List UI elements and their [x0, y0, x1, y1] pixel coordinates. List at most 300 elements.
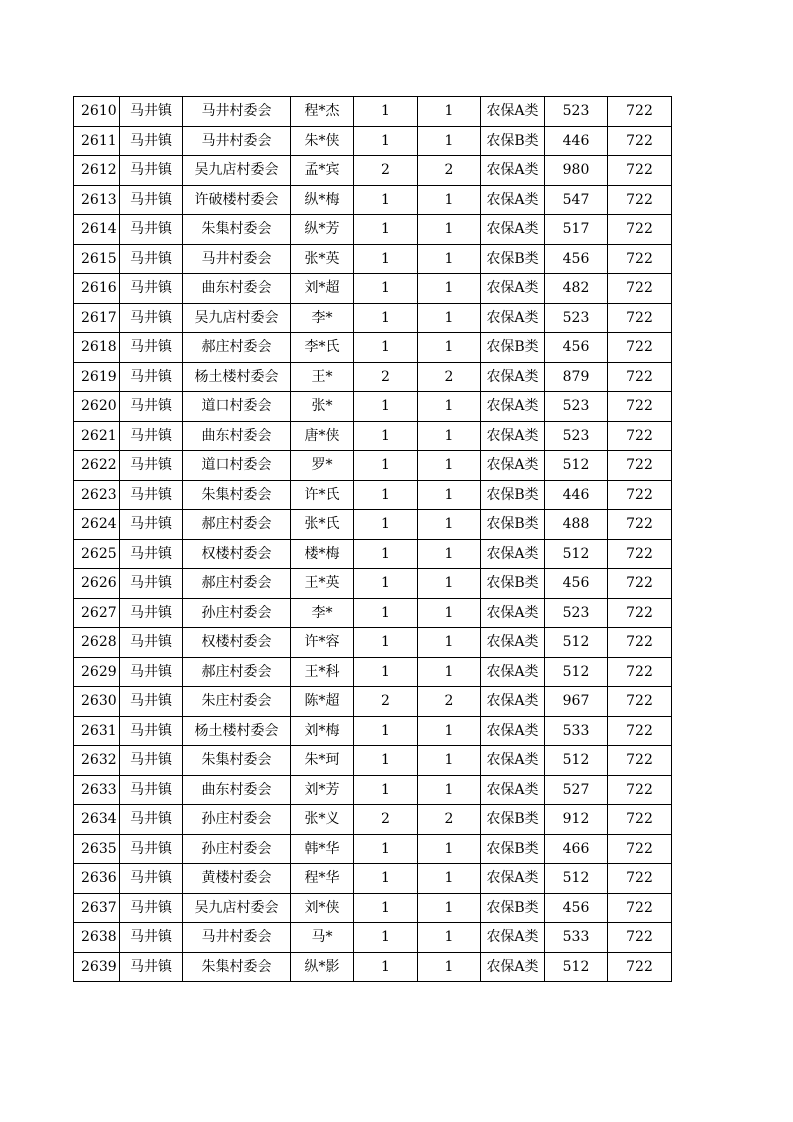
- standard-cell: 722: [608, 274, 672, 304]
- insurance-type-cell: 农保A类: [481, 657, 545, 687]
- person-name-cell: 程*杰: [291, 97, 354, 127]
- town-cell: 马井镇: [120, 126, 183, 156]
- person-name-cell: 李*: [291, 303, 354, 333]
- person-name-cell: 韩*华: [291, 834, 354, 864]
- town-cell: 马井镇: [120, 598, 183, 628]
- records-table-body: [74, 97, 672, 982]
- person-count-cell: 1: [418, 834, 481, 864]
- person-name-cell: 张*英: [291, 244, 354, 274]
- record-id-cell: 2628: [74, 628, 120, 658]
- standard-cell: 722: [608, 864, 672, 894]
- person-name-cell: 楼*梅: [291, 539, 354, 569]
- record-id-cell: 2611: [74, 126, 120, 156]
- person-count-cell: 1: [418, 628, 481, 658]
- insurance-type-cell: 农保A类: [481, 362, 545, 392]
- standard-cell: 722: [608, 244, 672, 274]
- amount-cell: 512: [545, 451, 608, 481]
- insurance-type-cell: 农保A类: [481, 598, 545, 628]
- town-cell: 马井镇: [120, 805, 183, 835]
- insurance-type-cell: 农保B类: [481, 480, 545, 510]
- standard-cell: 722: [608, 303, 672, 333]
- record-id-cell: 2617: [74, 303, 120, 333]
- standard-cell: 722: [608, 657, 672, 687]
- amount-cell: 547: [545, 185, 608, 215]
- town-cell: 马井镇: [120, 421, 183, 451]
- standard-cell: 722: [608, 569, 672, 599]
- person-name-cell: 唐*侠: [291, 421, 354, 451]
- amount-cell: 456: [545, 244, 608, 274]
- person-count-cell: 1: [418, 864, 481, 894]
- standard-cell: 722: [608, 746, 672, 776]
- person-name-cell: 刘*超: [291, 274, 354, 304]
- record-id-cell: 2612: [74, 156, 120, 186]
- standard-cell: 722: [608, 510, 672, 540]
- record-id-cell: 2619: [74, 362, 120, 392]
- person-name-cell: 许*容: [291, 628, 354, 658]
- standard-cell: 722: [608, 598, 672, 628]
- insurance-type-cell: 农保B类: [481, 510, 545, 540]
- table-row: [74, 421, 672, 451]
- amount-cell: 967: [545, 687, 608, 717]
- record-id-cell: 2629: [74, 657, 120, 687]
- village-committee-cell: 曲东村委会: [183, 274, 291, 304]
- table-row: [74, 185, 672, 215]
- person-count-cell: 2: [418, 362, 481, 392]
- town-cell: 马井镇: [120, 775, 183, 805]
- town-cell: 马井镇: [120, 156, 183, 186]
- table-row: [74, 893, 672, 923]
- person-name-cell: 纵*芳: [291, 215, 354, 245]
- town-cell: 马井镇: [120, 687, 183, 717]
- household-count-cell: 1: [354, 215, 418, 245]
- town-cell: 马井镇: [120, 451, 183, 481]
- record-id-cell: 2637: [74, 893, 120, 923]
- table-row: [74, 569, 672, 599]
- household-count-cell: 1: [354, 333, 418, 363]
- table-row: [74, 274, 672, 304]
- town-cell: 马井镇: [120, 303, 183, 333]
- town-cell: 马井镇: [120, 97, 183, 127]
- village-committee-cell: 曲东村委会: [183, 421, 291, 451]
- person-count-cell: 1: [418, 392, 481, 422]
- town-cell: 马井镇: [120, 657, 183, 687]
- amount-cell: 466: [545, 834, 608, 864]
- table-row: [74, 451, 672, 481]
- household-count-cell: 1: [354, 775, 418, 805]
- town-cell: 马井镇: [120, 716, 183, 746]
- standard-cell: 722: [608, 775, 672, 805]
- insurance-type-cell: 农保A类: [481, 539, 545, 569]
- person-count-cell: 1: [418, 510, 481, 540]
- table-row: [74, 923, 672, 953]
- records-table: [73, 96, 672, 982]
- amount-cell: 456: [545, 569, 608, 599]
- person-name-cell: 纵*梅: [291, 185, 354, 215]
- person-count-cell: 1: [418, 451, 481, 481]
- person-name-cell: 张*: [291, 392, 354, 422]
- village-committee-cell: 马井村委会: [183, 97, 291, 127]
- village-committee-cell: 马井村委会: [183, 923, 291, 953]
- standard-cell: 722: [608, 215, 672, 245]
- insurance-type-cell: 农保B类: [481, 834, 545, 864]
- table-row: [74, 657, 672, 687]
- person-count-cell: 1: [418, 303, 481, 333]
- amount-cell: 533: [545, 923, 608, 953]
- village-committee-cell: 郝庄村委会: [183, 510, 291, 540]
- record-id-cell: 2624: [74, 510, 120, 540]
- village-committee-cell: 朱集村委会: [183, 215, 291, 245]
- person-count-cell: 1: [418, 421, 481, 451]
- town-cell: 马井镇: [120, 215, 183, 245]
- person-name-cell: 罗*: [291, 451, 354, 481]
- village-committee-cell: 黄楼村委会: [183, 864, 291, 894]
- table-row: [74, 126, 672, 156]
- village-committee-cell: 吴九店村委会: [183, 156, 291, 186]
- standard-cell: 722: [608, 421, 672, 451]
- record-id-cell: 2638: [74, 923, 120, 953]
- household-count-cell: 1: [354, 628, 418, 658]
- amount-cell: 456: [545, 333, 608, 363]
- household-count-cell: 1: [354, 274, 418, 304]
- record-id-cell: 2636: [74, 864, 120, 894]
- amount-cell: 512: [545, 628, 608, 658]
- standard-cell: 722: [608, 333, 672, 363]
- table-row: [74, 215, 672, 245]
- table-row: [74, 834, 672, 864]
- insurance-type-cell: 农保A类: [481, 628, 545, 658]
- insurance-type-cell: 农保A类: [481, 421, 545, 451]
- person-name-cell: 张*义: [291, 805, 354, 835]
- town-cell: 马井镇: [120, 392, 183, 422]
- standard-cell: 722: [608, 480, 672, 510]
- person-name-cell: 朱*侠: [291, 126, 354, 156]
- insurance-type-cell: 农保A类: [481, 923, 545, 953]
- insurance-type-cell: 农保A类: [481, 687, 545, 717]
- household-count-cell: 1: [354, 480, 418, 510]
- table-row: [74, 333, 672, 363]
- insurance-type-cell: 农保A类: [481, 156, 545, 186]
- town-cell: 马井镇: [120, 480, 183, 510]
- village-committee-cell: 杨土楼村委会: [183, 362, 291, 392]
- table-row: [74, 480, 672, 510]
- table-row: [74, 746, 672, 776]
- household-count-cell: 2: [354, 156, 418, 186]
- household-count-cell: 1: [354, 893, 418, 923]
- amount-cell: 980: [545, 156, 608, 186]
- insurance-type-cell: 农保A类: [481, 97, 545, 127]
- person-count-cell: 1: [418, 333, 481, 363]
- insurance-type-cell: 农保A类: [481, 775, 545, 805]
- amount-cell: 446: [545, 126, 608, 156]
- household-count-cell: 1: [354, 923, 418, 953]
- standard-cell: 722: [608, 716, 672, 746]
- standard-cell: 722: [608, 687, 672, 717]
- household-count-cell: 1: [354, 421, 418, 451]
- standard-cell: 722: [608, 97, 672, 127]
- village-committee-cell: 朱集村委会: [183, 480, 291, 510]
- village-committee-cell: 杨土楼村委会: [183, 716, 291, 746]
- person-count-cell: 1: [418, 539, 481, 569]
- insurance-type-cell: 农保A类: [481, 716, 545, 746]
- record-id-cell: 2633: [74, 775, 120, 805]
- village-committee-cell: 朱集村委会: [183, 746, 291, 776]
- household-count-cell: 2: [354, 805, 418, 835]
- table-row: [74, 687, 672, 717]
- town-cell: 马井镇: [120, 274, 183, 304]
- insurance-type-cell: 农保A类: [481, 864, 545, 894]
- insurance-type-cell: 农保B类: [481, 126, 545, 156]
- record-id-cell: 2613: [74, 185, 120, 215]
- town-cell: 马井镇: [120, 539, 183, 569]
- village-committee-cell: 孙庄村委会: [183, 834, 291, 864]
- village-committee-cell: 吴九店村委会: [183, 303, 291, 333]
- village-committee-cell: 朱集村委会: [183, 952, 291, 982]
- person-name-cell: 许*氏: [291, 480, 354, 510]
- amount-cell: 879: [545, 362, 608, 392]
- town-cell: 马井镇: [120, 923, 183, 953]
- record-id-cell: 2625: [74, 539, 120, 569]
- insurance-type-cell: 农保A类: [481, 451, 545, 481]
- table-row: [74, 952, 672, 982]
- town-cell: 马井镇: [120, 864, 183, 894]
- record-id-cell: 2622: [74, 451, 120, 481]
- table-row: [74, 303, 672, 333]
- village-committee-cell: 马井村委会: [183, 244, 291, 274]
- amount-cell: 446: [545, 480, 608, 510]
- amount-cell: 533: [545, 716, 608, 746]
- household-count-cell: 1: [354, 569, 418, 599]
- person-count-cell: 1: [418, 923, 481, 953]
- person-count-cell: 1: [418, 97, 481, 127]
- record-id-cell: 2621: [74, 421, 120, 451]
- town-cell: 马井镇: [120, 362, 183, 392]
- amount-cell: 523: [545, 421, 608, 451]
- person-count-cell: 1: [418, 775, 481, 805]
- standard-cell: 722: [608, 628, 672, 658]
- household-count-cell: 1: [354, 864, 418, 894]
- table-row: [74, 156, 672, 186]
- person-count-cell: 1: [418, 716, 481, 746]
- standard-cell: 722: [608, 156, 672, 186]
- village-committee-cell: 道口村委会: [183, 451, 291, 481]
- record-id-cell: 2634: [74, 805, 120, 835]
- amount-cell: 482: [545, 274, 608, 304]
- standard-cell: 722: [608, 923, 672, 953]
- record-id-cell: 2632: [74, 746, 120, 776]
- record-id-cell: 2620: [74, 392, 120, 422]
- standard-cell: 722: [608, 539, 672, 569]
- person-name-cell: 陈*超: [291, 687, 354, 717]
- village-committee-cell: 郝庄村委会: [183, 333, 291, 363]
- insurance-type-cell: 农保A类: [481, 952, 545, 982]
- amount-cell: 488: [545, 510, 608, 540]
- person-name-cell: 纵*影: [291, 952, 354, 982]
- town-cell: 马井镇: [120, 185, 183, 215]
- village-committee-cell: 朱庄村委会: [183, 687, 291, 717]
- person-count-cell: 1: [418, 480, 481, 510]
- table-row: [74, 539, 672, 569]
- person-name-cell: 张*氏: [291, 510, 354, 540]
- amount-cell: 512: [545, 864, 608, 894]
- table-row: [74, 97, 672, 127]
- record-id-cell: 2627: [74, 598, 120, 628]
- person-name-cell: 刘*芳: [291, 775, 354, 805]
- town-cell: 马井镇: [120, 244, 183, 274]
- insurance-type-cell: 农保B类: [481, 333, 545, 363]
- table-row: [74, 392, 672, 422]
- person-name-cell: 刘*梅: [291, 716, 354, 746]
- village-committee-cell: 吴九店村委会: [183, 893, 291, 923]
- village-committee-cell: 孙庄村委会: [183, 805, 291, 835]
- insurance-type-cell: 农保A类: [481, 303, 545, 333]
- person-name-cell: 王*科: [291, 657, 354, 687]
- standard-cell: 722: [608, 392, 672, 422]
- person-name-cell: 程*华: [291, 864, 354, 894]
- person-count-cell: 1: [418, 952, 481, 982]
- amount-cell: 517: [545, 215, 608, 245]
- amount-cell: 512: [545, 952, 608, 982]
- village-committee-cell: 权楼村委会: [183, 628, 291, 658]
- amount-cell: 523: [545, 598, 608, 628]
- amount-cell: 456: [545, 893, 608, 923]
- person-name-cell: 李*: [291, 598, 354, 628]
- household-count-cell: 1: [354, 746, 418, 776]
- town-cell: 马井镇: [120, 510, 183, 540]
- person-count-cell: 1: [418, 746, 481, 776]
- household-count-cell: 1: [354, 303, 418, 333]
- town-cell: 马井镇: [120, 628, 183, 658]
- record-id-cell: 2614: [74, 215, 120, 245]
- amount-cell: 512: [545, 746, 608, 776]
- record-id-cell: 2610: [74, 97, 120, 127]
- person-count-cell: 1: [418, 657, 481, 687]
- insurance-type-cell: 农保B类: [481, 893, 545, 923]
- amount-cell: 527: [545, 775, 608, 805]
- village-committee-cell: 道口村委会: [183, 392, 291, 422]
- person-count-cell: 1: [418, 244, 481, 274]
- amount-cell: 912: [545, 805, 608, 835]
- record-id-cell: 2623: [74, 480, 120, 510]
- household-count-cell: 1: [354, 244, 418, 274]
- record-id-cell: 2626: [74, 569, 120, 599]
- village-committee-cell: 马井村委会: [183, 126, 291, 156]
- amount-cell: 523: [545, 303, 608, 333]
- person-count-cell: 2: [418, 156, 481, 186]
- insurance-type-cell: 农保A类: [481, 274, 545, 304]
- town-cell: 马井镇: [120, 893, 183, 923]
- table-row: [74, 805, 672, 835]
- person-name-cell: 朱*珂: [291, 746, 354, 776]
- village-committee-cell: 许破楼村委会: [183, 185, 291, 215]
- person-count-cell: 1: [418, 215, 481, 245]
- person-name-cell: 刘*侠: [291, 893, 354, 923]
- amount-cell: 523: [545, 97, 608, 127]
- household-count-cell: 1: [354, 598, 418, 628]
- insurance-type-cell: 农保B类: [481, 569, 545, 599]
- person-count-cell: 2: [418, 687, 481, 717]
- household-count-cell: 2: [354, 687, 418, 717]
- household-count-cell: 1: [354, 510, 418, 540]
- table-row: [74, 362, 672, 392]
- standard-cell: 722: [608, 126, 672, 156]
- standard-cell: 722: [608, 451, 672, 481]
- insurance-type-cell: 农保A类: [481, 215, 545, 245]
- table-row: [74, 598, 672, 628]
- household-count-cell: 1: [354, 539, 418, 569]
- person-name-cell: 马*: [291, 923, 354, 953]
- village-committee-cell: 郝庄村委会: [183, 569, 291, 599]
- record-id-cell: 2618: [74, 333, 120, 363]
- person-count-cell: 1: [418, 569, 481, 599]
- table-row: [74, 775, 672, 805]
- standard-cell: 722: [608, 185, 672, 215]
- town-cell: 马井镇: [120, 569, 183, 599]
- town-cell: 马井镇: [120, 333, 183, 363]
- amount-cell: 512: [545, 657, 608, 687]
- household-count-cell: 1: [354, 657, 418, 687]
- record-id-cell: 2639: [74, 952, 120, 982]
- record-id-cell: 2615: [74, 244, 120, 274]
- record-id-cell: 2630: [74, 687, 120, 717]
- insurance-type-cell: 农保A类: [481, 746, 545, 776]
- household-count-cell: 1: [354, 834, 418, 864]
- person-name-cell: 李*氏: [291, 333, 354, 363]
- household-count-cell: 1: [354, 185, 418, 215]
- table-row: [74, 510, 672, 540]
- village-committee-cell: 曲东村委会: [183, 775, 291, 805]
- person-count-cell: 1: [418, 126, 481, 156]
- standard-cell: 722: [608, 893, 672, 923]
- person-count-cell: 2: [418, 805, 481, 835]
- village-committee-cell: 孙庄村委会: [183, 598, 291, 628]
- household-count-cell: 1: [354, 716, 418, 746]
- table-row: [74, 716, 672, 746]
- person-name-cell: 王*英: [291, 569, 354, 599]
- household-count-cell: 1: [354, 126, 418, 156]
- standard-cell: 722: [608, 834, 672, 864]
- person-name-cell: 孟*宾: [291, 156, 354, 186]
- household-count-cell: 1: [354, 952, 418, 982]
- record-id-cell: 2631: [74, 716, 120, 746]
- insurance-type-cell: 农保A类: [481, 185, 545, 215]
- person-count-cell: 1: [418, 274, 481, 304]
- town-cell: 马井镇: [120, 952, 183, 982]
- standard-cell: 722: [608, 952, 672, 982]
- household-count-cell: 2: [354, 362, 418, 392]
- household-count-cell: 1: [354, 392, 418, 422]
- insurance-type-cell: 农保B类: [481, 244, 545, 274]
- table-row: [74, 628, 672, 658]
- household-count-cell: 1: [354, 97, 418, 127]
- person-count-cell: 1: [418, 185, 481, 215]
- insurance-type-cell: 农保B类: [481, 805, 545, 835]
- standard-cell: 722: [608, 805, 672, 835]
- amount-cell: 523: [545, 392, 608, 422]
- town-cell: 马井镇: [120, 834, 183, 864]
- person-count-cell: 1: [418, 893, 481, 923]
- standard-cell: 722: [608, 362, 672, 392]
- person-count-cell: 1: [418, 598, 481, 628]
- village-committee-cell: 权楼村委会: [183, 539, 291, 569]
- person-name-cell: 王*: [291, 362, 354, 392]
- table-row: [74, 864, 672, 894]
- village-committee-cell: 郝庄村委会: [183, 657, 291, 687]
- record-id-cell: 2635: [74, 834, 120, 864]
- household-count-cell: 1: [354, 451, 418, 481]
- town-cell: 马井镇: [120, 746, 183, 776]
- table-row: [74, 244, 672, 274]
- amount-cell: 512: [545, 539, 608, 569]
